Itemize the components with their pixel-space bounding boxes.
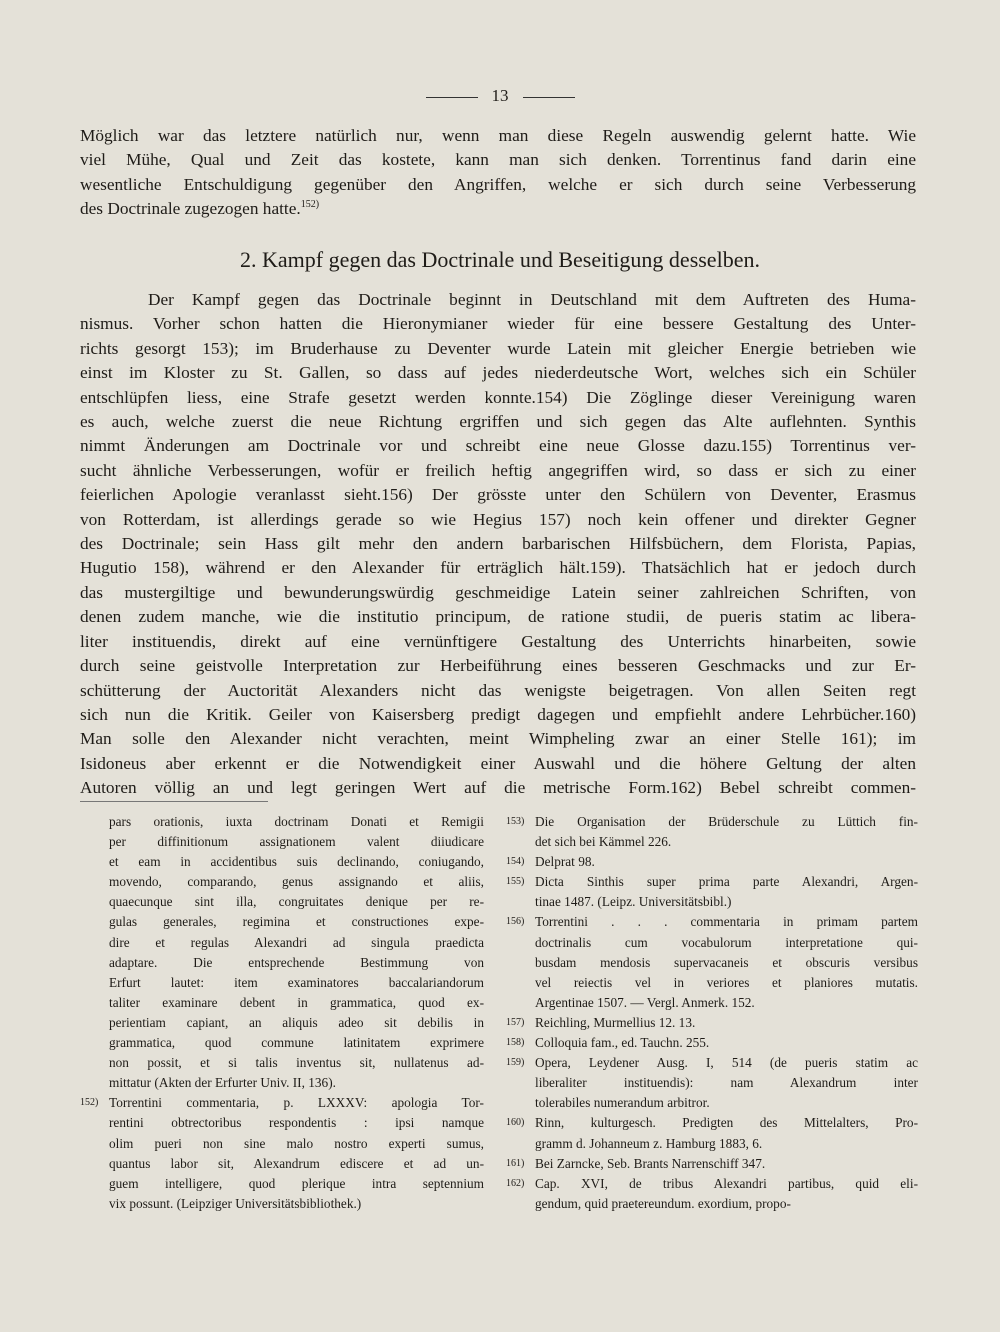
footnote-line: Delprat 98.	[535, 854, 595, 870]
footnote-line: doctrinalis cum vocabulorum interpretatione qui-	[535, 934, 918, 950]
footnote-number: 154)	[506, 856, 525, 868]
text-line: feierlichen Apologie veranlasst sieht.156) Der grösste unter den Schülern von Deventer, Erasmus	[80, 485, 916, 505]
footnote-line: det sich bei Kämmel 226.	[535, 834, 672, 850]
text-line: richts gesorgt 153); im Bruderhause zu Deventer wurde Latein mit gleicher Energie betrieben wie	[80, 338, 916, 358]
text-line: Man solle den Alexander nicht verachten, meint Wimpheling zwar an einer Stelle 161); im	[80, 729, 916, 749]
footnote-line: busdam mendosis supervacaneis et obscuris versibus	[535, 954, 918, 970]
footnote-line: gramm d. Johanneum z. Hamburg 1883, 6.	[535, 1135, 763, 1151]
footnote-line: non possit, et si talis inventus sit, nullatenus ad-	[109, 1055, 484, 1071]
footnote-line: vix possunt. (Leipziger Universitätsbibliothek.)	[109, 1195, 362, 1211]
section-heading: 2. Kampf gegen das Doctrinale und Beseitigung desselben.	[240, 247, 760, 272]
footnote-line: per diffinitionum assignationem valent diiudicare	[109, 834, 484, 850]
footnote-line: tinae 1487. (Leipz. Universitätsbibl.)	[535, 894, 732, 910]
header-rule-left	[426, 97, 478, 98]
footnote-line: mittatur (Akten der Erfurter Univ. II, 136).	[109, 1075, 336, 1091]
text-line: einst im Kloster zu St. Gallen, so dass auf jedes niederdeutsche Wort, welches sich ein Schüler	[80, 363, 916, 383]
footnote-line: et eam in accidentibus suis declinando, coniugando,	[109, 854, 484, 870]
text-line: Autoren völlig an und legt geringen Wert auf die metrische Form.162) Bebel schreibt commen-	[80, 778, 916, 798]
text-line: sich nun die Kritik. Geiler von Kaisersberg predigt dagegen und empfiehlt andere Lehrbücher.160)	[80, 704, 916, 724]
footnote-line: Reichling, Murmellius 12. 13.	[535, 1014, 696, 1030]
text-line: des Doctrinale zugezogen hatte.$^{152)}$	[80, 199, 320, 219]
text-line: es auch, welche zuerst die neue Richtung ergriffen und sich gegen das Alte auflehnten. Synthis	[80, 412, 916, 432]
footnote	[506, 1154, 918, 1174]
text-line: Der Kampf gegen das Doctrinale beginnt in Deutschland mit dem Auftreten des Huma-	[148, 290, 916, 309]
footnote-line: Torrentini . . . commentaria in primam partem	[535, 914, 918, 930]
footnote-line: Colloquia fam., ed. Tauchn. 255.	[535, 1035, 710, 1051]
footnote-line: dire et regulas Alexandri ad singula praedicta	[109, 934, 484, 950]
footnote-line: perientiam capiant, an aliquis adeo sit debilis in	[109, 1014, 484, 1030]
text-line: des Doctrinale; sein Hass gilt mehr den andern barbarischen Hilfsbüchern, dem Florista, Papias,	[80, 534, 916, 554]
footnote-number: 159)	[506, 1057, 525, 1069]
footnote-line: Argentinae 1507. — Vergl. Anmerk. 152.	[535, 994, 755, 1010]
footnote-line: gendum, quid praetereundum. exordium, propo-	[535, 1195, 791, 1211]
footnote-line: movendo, comparando, genus assignando et aliis,	[109, 874, 484, 890]
text-line: durch seine geistvolle Interpretation zur Herbeiführung eines besseren Geschmacks und zur Er-	[80, 656, 916, 676]
text-line: nismus. Vorher schon hatten die Hieronymianer wieder für eine bessere Gestaltung des Unter-	[80, 314, 916, 334]
footnote-number: 152)	[80, 1097, 99, 1109]
footnote-line: Torrentini commentaria, p. LXXXV: apologia Tor-	[109, 1095, 484, 1111]
footnote-number: 156)	[506, 916, 525, 928]
text-line: sucht ähnliche Verbesserungen, wofür er freilich heftig angegriffen wird, so dass er sich zu einer	[80, 460, 916, 480]
text-line: Hugutio 158), während er den Alexander für erträglich hält.159). Thatsächlich hat er jedoch durch	[80, 558, 916, 578]
text-line: das mustergiltige und bewunderungswürdig geschmeidige Latein seiner zahlreichen Schriften, von	[80, 582, 916, 602]
footnote-number: 153)	[506, 816, 525, 827]
footnote	[80, 1093, 484, 1214]
footnote-line: rentini obtrectoribus respondentis : ipsi namque	[109, 1115, 484, 1131]
footnote-line: Dicta Sinthis super prima parte Alexandri, Argen-	[535, 874, 918, 890]
footnote-ref: 152)	[300, 199, 320, 211]
footnote-line: Opera, Leydener Ausg. I, 514 (de pueris statim ac	[535, 1055, 918, 1071]
footnote-line: quantus labor sit, Alexandrum ediscere et ad un-	[109, 1155, 484, 1171]
footnote	[506, 1033, 918, 1053]
footnote-line: Rinn, kulturgesch. Predigten des Mittelalters, Pro-	[535, 1115, 918, 1131]
footnote-line: Die Organisation der Brüderschule zu Lüttich fin-	[535, 814, 918, 829]
footnote-line: tolerabiles numerandum arbitror.	[535, 1095, 710, 1111]
text-line: wesentliche Entschuldigung gegenüber den Angriffen, welche er sich durch seine Verbesserung	[80, 174, 916, 194]
footnote-line: Erfurt lautet: item examinatores baccalariandorum	[109, 974, 484, 990]
footnote-line: quaecunque sint illa, congruitates denique per re-	[109, 894, 484, 910]
footnote	[506, 912, 918, 1012]
footnote-line: adaptare. Die entsprechende Bestimmung von	[109, 954, 484, 970]
footnote-number: 162)	[506, 1177, 525, 1189]
footnote	[506, 1174, 918, 1214]
footnote	[506, 1013, 918, 1033]
footnote-line: Bei Zarncke, Seb. Brants Narrenschiff 347.	[535, 1155, 766, 1171]
text-line: denen zudem manche, wie die institutio principum, de ratione studii, de pueris statim ac libera-	[80, 607, 916, 627]
footnote-line: gulas generales, regimina et constructiones expe-	[109, 914, 484, 930]
main-paragraph	[80, 288, 916, 801]
text-line: viel Mühe, Qual und Zeit das kostete, kann man sich denken. Torrentinus fand darin eine	[80, 150, 916, 170]
footnote	[506, 1053, 918, 1113]
text-line: liter instituendis, direkt auf eine vernünftigere Gestaltung des Unterrichts hinarbeiten, sowie	[80, 631, 916, 651]
footnote-number: 158)	[506, 1037, 525, 1049]
footnote	[506, 852, 918, 872]
footnote	[506, 812, 918, 852]
footnote	[506, 1113, 918, 1153]
text-line: von Rotterdam, ist allerdings gerade so wie Hegius 157) noch kein offener und direkter Gegner	[80, 509, 916, 529]
text-line: entschlüpfen liess, eine Strafe gesetzt werden konnte.154) Die Zöglinge dieser Vereinigung waren	[80, 387, 916, 407]
footnote-number: 160)	[506, 1117, 525, 1129]
footnote-divider	[80, 801, 268, 802]
text-line: Isidoneus aber erkennt er die Notwendigkeit einer Auswahl und die höhere Geltung der alten	[80, 753, 916, 773]
footnote-line: Cap. XVI, de tribus Alexandri partibus, quid eli-	[535, 1175, 918, 1191]
text-line: Möglich war das letztere natürlich nur, wenn man diese Regeln auswendig gelernt hatte. Wie	[80, 126, 916, 145]
footnote-line: pars orationis, iuxta doctrinam Donati et Remigii	[109, 814, 484, 829]
header-rule-right	[523, 97, 575, 98]
footnotes-right-column	[506, 812, 918, 1214]
footnote	[506, 872, 918, 912]
text-line: schütterung der Auctorität Alexanders nicht das wenigste beigetragen. Von allen Seiten regt	[80, 680, 916, 700]
intro-paragraph	[80, 124, 916, 222]
page-number: 13	[491, 86, 509, 105]
footnote-line: grammatica, quod commune latinitatem exprimere	[109, 1035, 484, 1051]
footnote-line: olim pueri non sine malo nostro experti sumus,	[109, 1135, 484, 1151]
text-line: nimmt Änderungen am Doctrinale vor und schreibt eine neue Glosse dazu.155) Torrentinus ver-	[80, 436, 916, 456]
footnote-number: 155)	[506, 876, 525, 888]
footnote-line: liberaliter instituendis): nam Alexandrum inter	[535, 1075, 918, 1091]
footnote-line: taliter examinare debent in grammatica, quod ex-	[109, 994, 484, 1010]
footnote-number: 157)	[506, 1016, 525, 1028]
footnote-line: guem intelligere, quod plerique intra septennium	[109, 1175, 484, 1191]
page-header	[0, 86, 1000, 106]
footnote-line: vel reiectis vel in veriores et planiores mutatis.	[535, 974, 918, 990]
footnote-number: 161)	[506, 1157, 525, 1169]
footnotes-left-column	[80, 812, 484, 1214]
